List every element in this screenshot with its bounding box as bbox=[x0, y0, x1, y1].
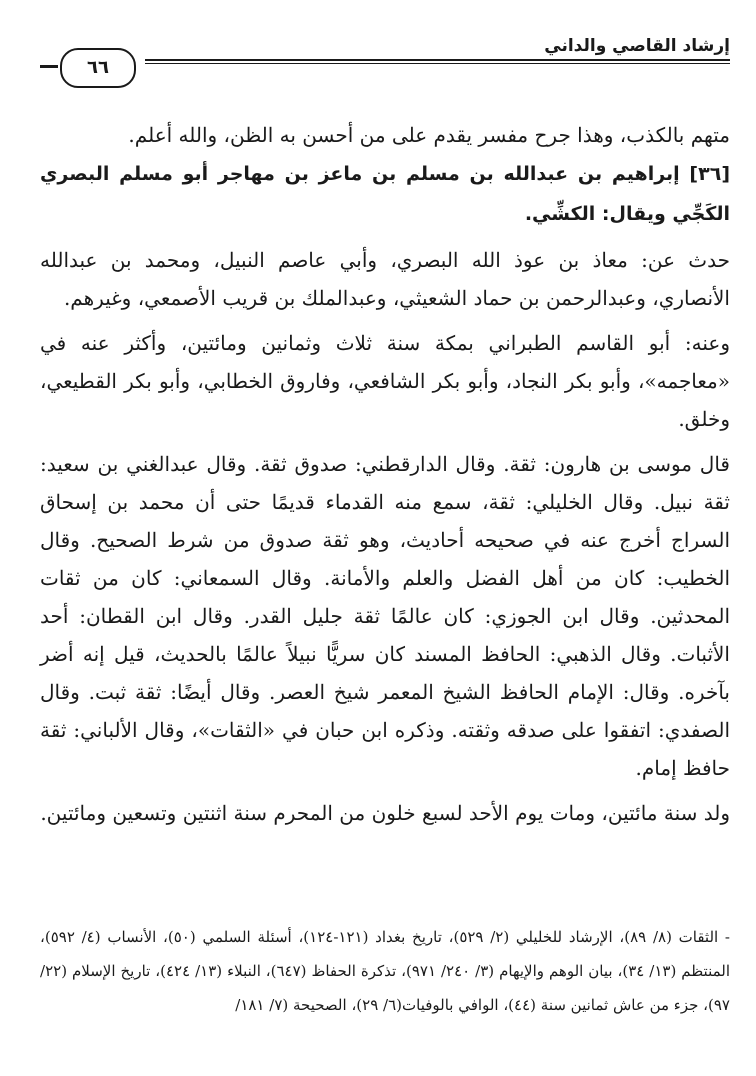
page-header bbox=[40, 36, 730, 88]
paragraph-teachers: حدث عن: معاذ بن عوذ الله البصري، وأبي عاصم النبيل، ومحمد بن عبدالله الأنصاري، وعبدالرحمن بن حماد الشعيثي، وعبدالملك بن قريب الأصمعي، وغيرهم. bbox=[40, 248, 730, 310]
paragraph-birth-death: ولد سنة مائتين، ومات يوم الأحد لسبع خلون من المحرم سنة اثنتين وتسعين ومائتين. bbox=[40, 801, 730, 825]
book-page bbox=[40, 36, 731, 1014]
page-number: ٦٦ bbox=[60, 48, 136, 88]
header-rule bbox=[145, 59, 730, 61]
footnotes bbox=[40, 920, 730, 1022]
header-rule-thin bbox=[145, 63, 730, 64]
paragraph-students: وعنه: أبو القاسم الطبراني بمكة سنة ثلاث وثمانين ومائتين، وأكثر عنه في «معاجمه»، وأبو بكر النجاد، وأبو بكر الشافعي، وفاروق الخطابي، وأبو بكر القطيعي، وخلق. bbox=[40, 331, 731, 431]
paragraph-previous-entry-end: متهم بالكذب، وهذا جرح مفسر يقدم على من أحسن به الظن، والله أعلم. bbox=[128, 123, 730, 147]
entry-heading: [٣٦] إبراهيم بن عبدالله بن مسلم بن ماعز بن مهاجر أبو مسلم البصري الكَجِّي ويقال: الكشِّي. bbox=[40, 163, 730, 225]
paragraph-grading: قال موسى بن هارون: ثقة. وقال الدارقطني: صدوق ثقة. وقال عبدالغني بن سعيد: ثقة نبيل. وقال الخليلي: ثقة، سمع منه القدماء قديمًا حتى أن محمد بن إسحاق السراج أخرج عنه في صحيحه أحاديث، وهو ثقة صدوق من شرط الصحيح. وقال الخطيب: كان من أهل الفضل والعلم والأمانة. وقال السمعاني: كان من ثقات المحدثين. وقال ابن الجوزي: كان عالمًا ثقة جليل القدر. وقال ابن القطان: أحد الأثبات. وقال الذهبي: الحافظ المسند كان سريًّا نبيلاً عالمًا بالحديث، قيل إنه أضر بآخره. وقال: الإمام الحافظ الشيخ المعمر شيخ العصر. وقال أيضًا: ثقة ثبت. وقال الصفدي: اتفقوا على صدقه وثقته. وذكره ابن حبان في «الثقات»، وقال الألباني: ثقة حافظ إمام. bbox=[40, 452, 730, 780]
running-title: إرشاد القاصي والداني bbox=[544, 36, 730, 56]
header-rule-tick bbox=[40, 65, 58, 68]
footnote-sources: - الثقات (٨/ ٨٩)، الإرشاد للخليلي (٢/ ٥٢٩)، تاريخ بغداد (١٢١-١٢٤)، أسئلة السلمي (٥٠)، الأنساب (٤/ ٥٩٢)، المنتظم (١٣/ ٣٤)، بيان الوهم والإيهام (٣/ ٢٤٠/ ٩٧١)، تذكرة الحفاظ (٦٤٧)، النبلاء (١٣/ ٤٢٤)، تاريخ الإسلام (٢٢/ ٩٧)، جزء من عاش ثمانين سنة (٤٤)، الوافي بالوفيات(٦/ ٢٩)، الصحيحة (٧/ ١٨١/ bbox=[40, 928, 731, 1014]
main-text bbox=[40, 116, 730, 832]
